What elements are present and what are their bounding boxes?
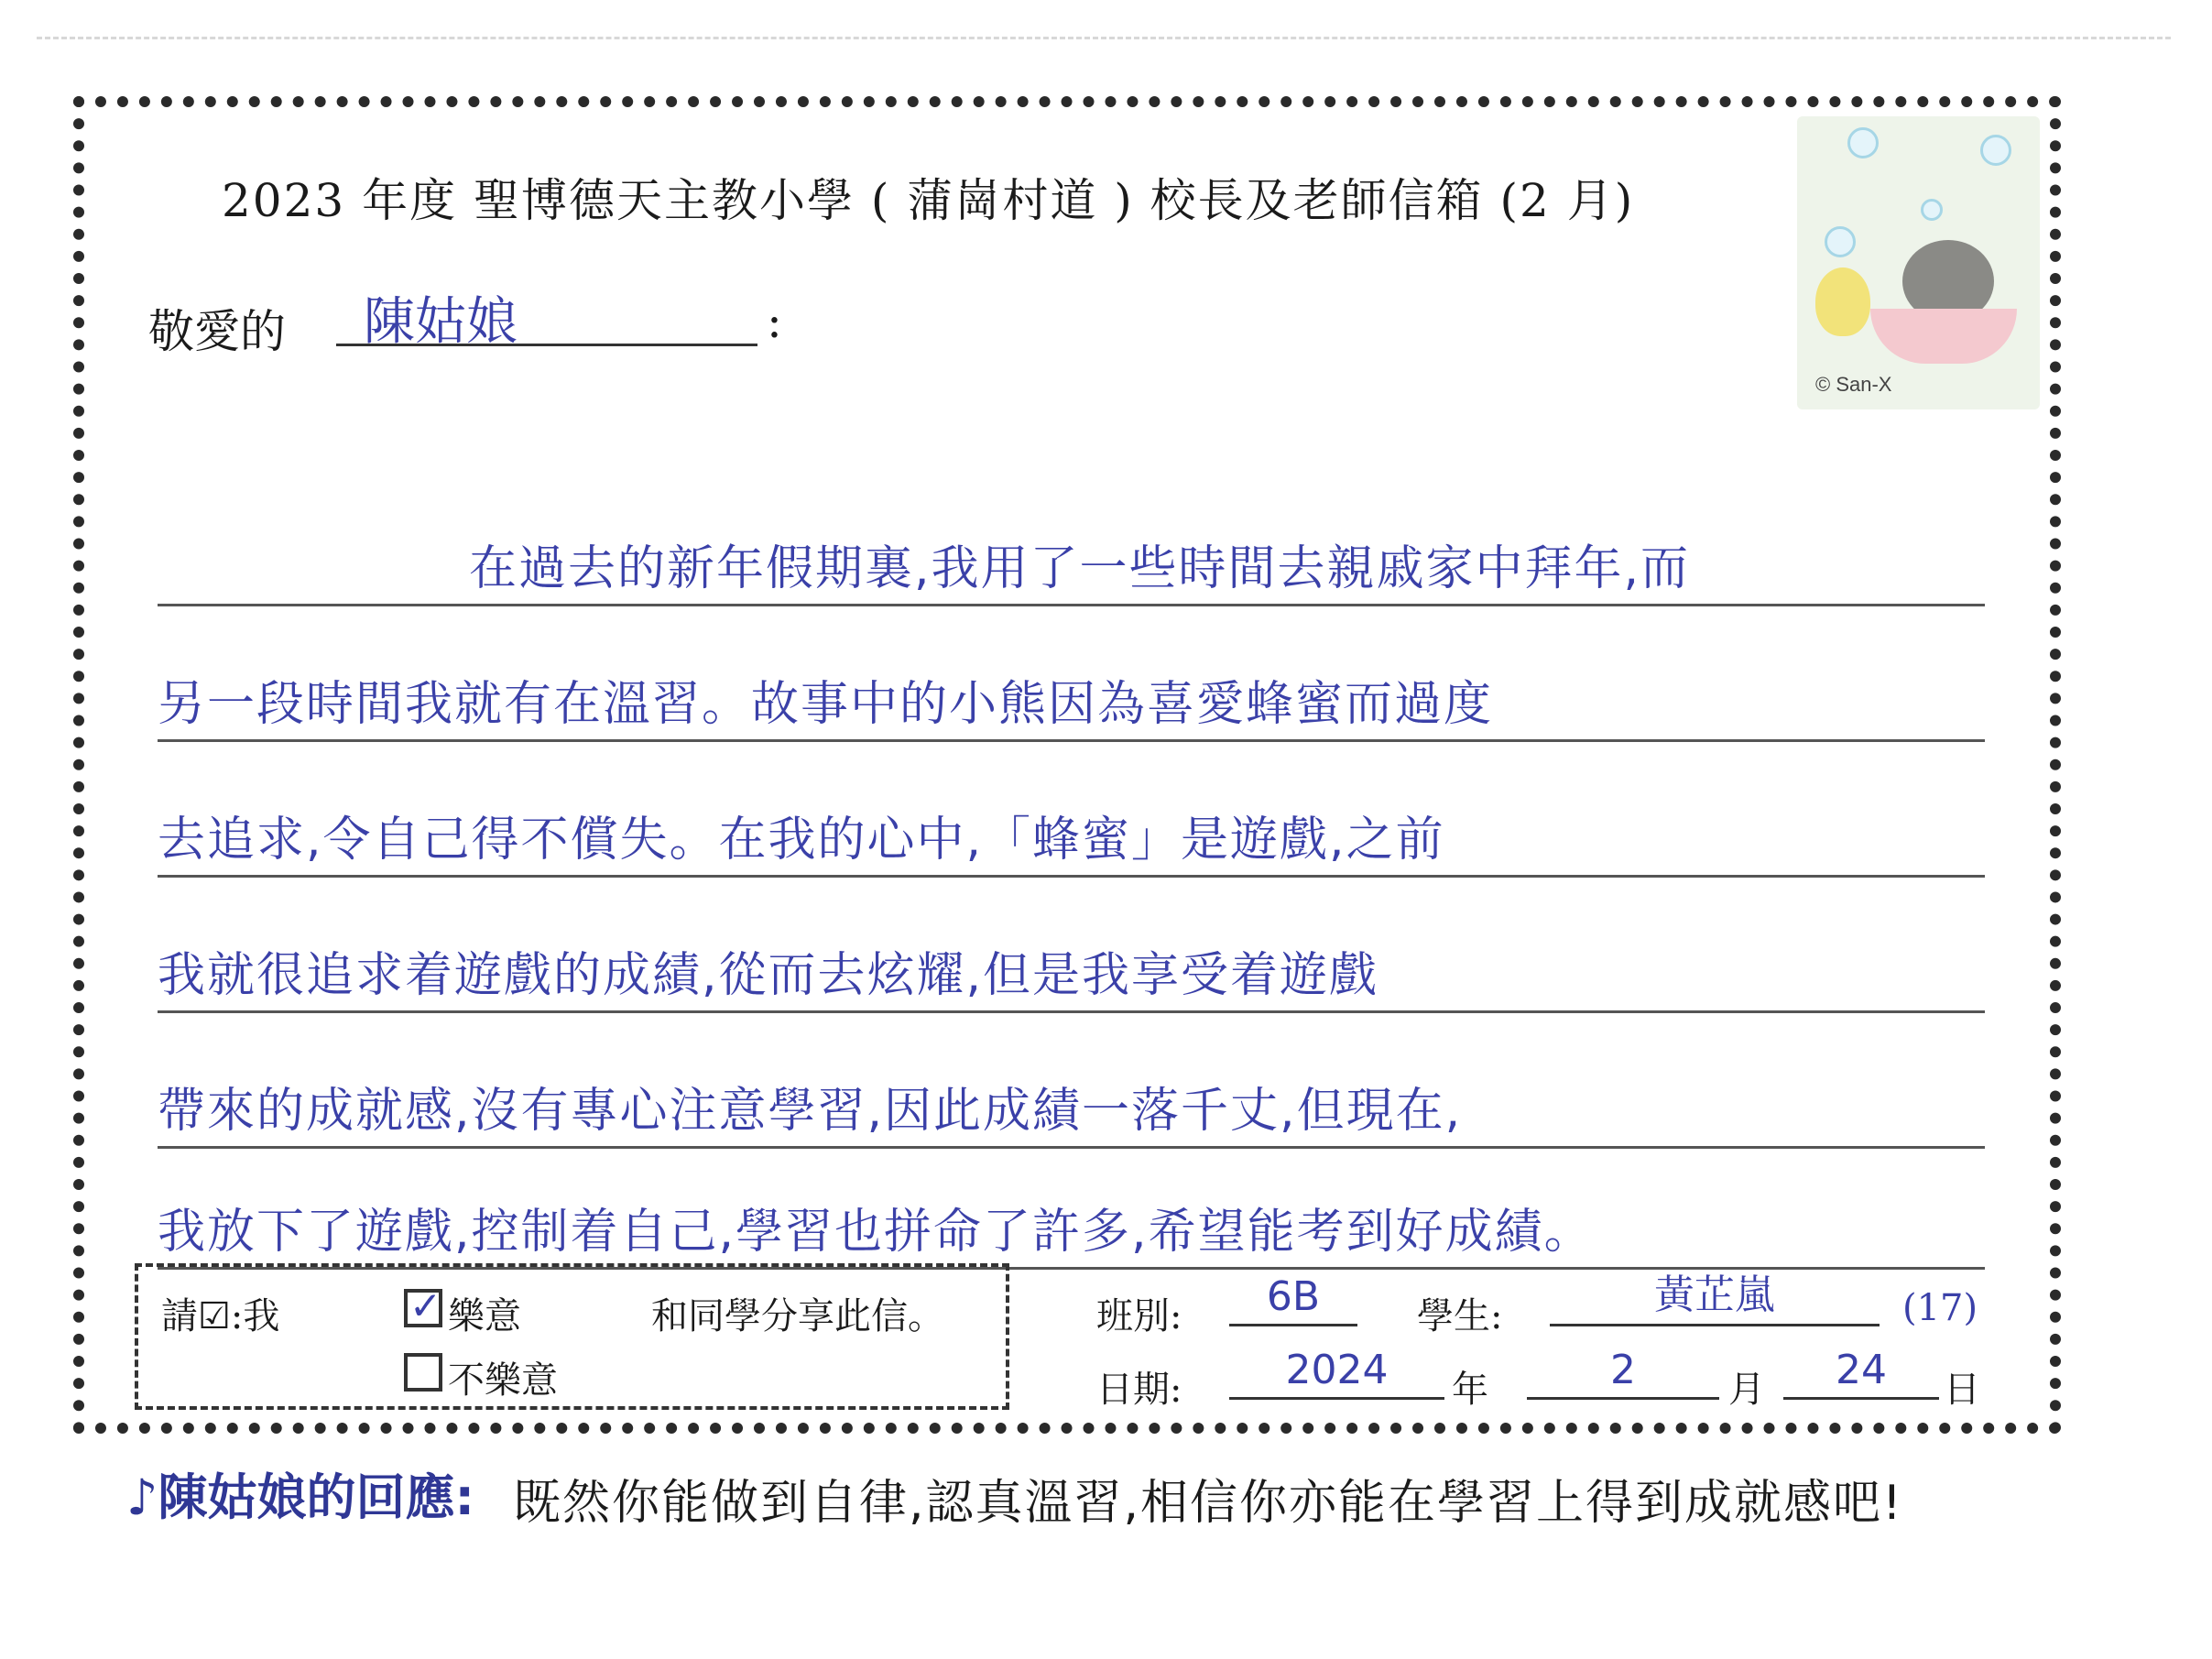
month-field bbox=[1527, 1346, 1719, 1400]
sticker-credit: © San-X bbox=[1815, 373, 1892, 396]
year-value: 2024 bbox=[1285, 1347, 1389, 1393]
letter-line bbox=[158, 944, 1985, 1013]
student-number: (17) bbox=[1902, 1287, 1978, 1329]
bubble-icon bbox=[1825, 226, 1856, 257]
paper-edge bbox=[37, 37, 2171, 47]
recipient-name: 陳姑娘 bbox=[364, 292, 518, 352]
salutation: 敬愛的 bbox=[148, 305, 286, 358]
day-field bbox=[1783, 1346, 1939, 1400]
letter-line bbox=[158, 673, 1985, 742]
reply-text: 既然你能做到自律,認真溫習,相信你亦能在學習上得到成就感吧! bbox=[513, 1476, 1903, 1531]
consent-box bbox=[135, 1263, 1009, 1410]
agree-label: 樂意 bbox=[448, 1295, 521, 1337]
month-value: 2 bbox=[1610, 1347, 1636, 1393]
letter-card bbox=[73, 96, 2061, 1434]
date-label: 日期: bbox=[1096, 1369, 1182, 1411]
letter-line-text: 帶來的成就感,沒有專心注意學習,因此成績一落千丈,但現在, bbox=[158, 1084, 1463, 1139]
student-label: 學生: bbox=[1417, 1295, 1503, 1337]
day-unit: 日 bbox=[1944, 1369, 1980, 1411]
class-label: 班別: bbox=[1096, 1295, 1182, 1337]
letter-line-text: 在過去的新年假期裏,我用了一些時間去親戚家中拜年,而 bbox=[469, 541, 1691, 596]
bubble-icon bbox=[1980, 135, 2011, 166]
disagree-label: 不樂意 bbox=[448, 1359, 558, 1402]
letter-line-text: 我放下了遊戲,控制着自己,學習也拼命了許多,希望能考到好成績。 bbox=[158, 1205, 1594, 1260]
year-unit: 年 bbox=[1452, 1369, 1488, 1411]
agree-checkbox[interactable] bbox=[404, 1289, 442, 1327]
day-value: 24 bbox=[1836, 1347, 1887, 1393]
chick-character bbox=[1815, 267, 1870, 336]
class-value: 6B bbox=[1266, 1273, 1321, 1320]
student-name-field bbox=[1550, 1272, 1880, 1326]
reply-label: ♪陳姑娘的回應: bbox=[126, 1468, 475, 1526]
bubble-icon bbox=[1921, 199, 1943, 221]
letter-line bbox=[158, 1201, 1985, 1270]
letter-line bbox=[158, 1080, 1985, 1149]
bubble-icon bbox=[1847, 127, 1879, 158]
sticker-illustration bbox=[1797, 116, 2040, 409]
year-field bbox=[1229, 1346, 1444, 1400]
letter-line-text: 我就很追求着遊戲的成績,從而去炫耀,但是我享受着遊戲 bbox=[158, 948, 1379, 1003]
recipient-field bbox=[336, 281, 757, 352]
letter-line-text: 去追求,令自己得不償失。在我的心中,「蜂蜜」是遊戲,之前 bbox=[158, 813, 1445, 868]
bathtub-illustration bbox=[1870, 309, 2017, 364]
class-field bbox=[1229, 1272, 1357, 1326]
letter-title: 2023 年度 聖博德天主教小學 ( 蒲崗村道 ) 校長及老師信箱 (2 月) bbox=[222, 174, 1635, 227]
letter-line bbox=[158, 538, 1985, 606]
share-text: 和同學分享此信。 bbox=[651, 1295, 944, 1337]
letter-line bbox=[158, 809, 1985, 878]
student-name: 黃芷嵐 bbox=[1654, 1272, 1775, 1318]
salutation-colon: : bbox=[767, 295, 782, 348]
letter-line-text: 另一段時間我就有在溫習。故事中的小熊因為喜愛蜂蜜而過度 bbox=[158, 677, 1494, 732]
disagree-checkbox[interactable] bbox=[404, 1353, 442, 1392]
month-unit: 月 bbox=[1728, 1369, 1765, 1411]
consent-prompt: 請☑:我 bbox=[161, 1295, 280, 1337]
